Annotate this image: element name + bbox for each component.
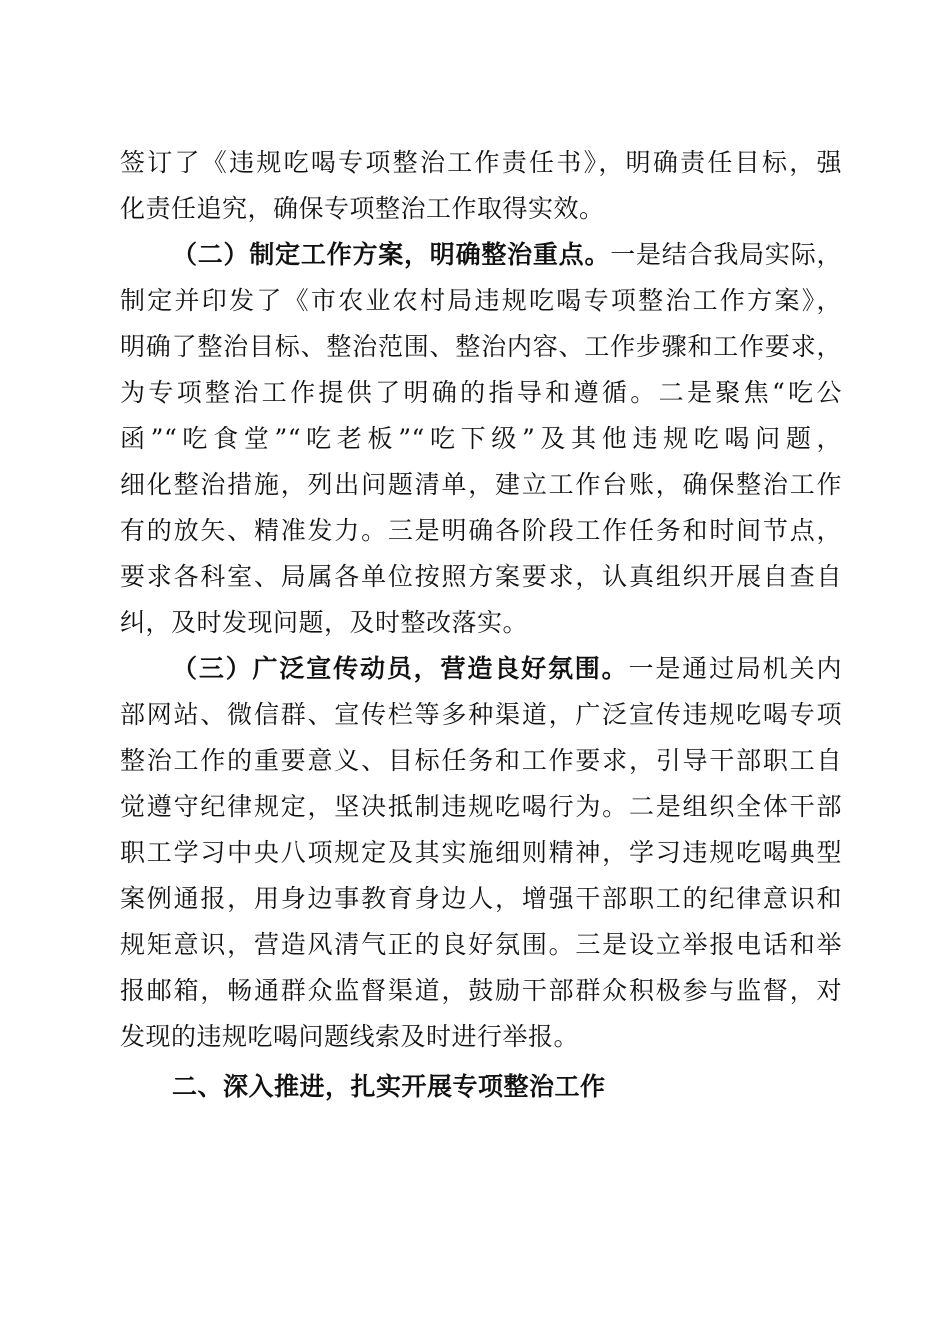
paragraph-text: 一是结合我局实际， bbox=[610, 240, 842, 269]
paragraph-line: 发现的违规吃喝问题线索及时进行举报。 bbox=[120, 1022, 580, 1051]
paragraph-line: 制定并印发了《市农业农村局违规吃喝专项整治工作方案》， bbox=[120, 286, 842, 315]
paragraph-line: 觉遵守纪律规定，坚决抵制违规吃喝行为。二是组织全体干部 bbox=[120, 792, 842, 821]
subheading-publicity: （三）广泛宣传动员，营造良好氛围。 bbox=[172, 654, 629, 683]
subheading-work-plan: （二）制定工作方案，明确整治重点。 bbox=[172, 240, 611, 269]
paragraph-work-plan bbox=[120, 232, 842, 646]
paragraph-responsibility bbox=[120, 140, 842, 232]
paragraph-line: 函”“吃食堂”“吃老板”“吃下级”及其他违规吃喝问题， bbox=[120, 424, 842, 453]
paragraph-line: 有的放矢、精准发力。三是明确各阶段工作任务和时间节点， bbox=[120, 516, 842, 545]
paragraph-line: 纠，及时发现问题，及时整改落实。 bbox=[120, 608, 529, 637]
document-body bbox=[120, 140, 842, 1110]
paragraph-line: 签订了《违规吃喝专项整治工作责任书》，明确责任目标，强 bbox=[120, 148, 842, 177]
paragraph-line: 为专项整治工作提供了明确的指导和遵循。二是聚焦“吃公 bbox=[120, 378, 842, 407]
paragraph-line: 案例通报，用身边事教育身边人，增强干部职工的纪律意识和 bbox=[120, 884, 842, 913]
paragraph-first-line bbox=[120, 232, 842, 278]
paragraph-line: 要求各科室、局属各单位按照方案要求，认真组织开展自查自 bbox=[120, 562, 842, 591]
paragraph-line: 报邮箱，畅通群众监督渠道，鼓励干部群众积极参与监督，对 bbox=[120, 976, 842, 1005]
paragraph-first-line bbox=[120, 646, 842, 692]
paragraph-line: 细化整治措施，列出问题清单，建立工作台账，确保整治工作 bbox=[120, 470, 842, 499]
section-heading: 二、深入推进，扎实开展专项整治工作 bbox=[172, 1072, 606, 1101]
paragraph-line: 规矩意识，营造风清气正的良好氛围。三是设立举报电话和举 bbox=[120, 930, 842, 959]
paragraph-line: 部网站、微信群、宣传栏等多种渠道，广泛宣传违规吃喝专项 bbox=[120, 700, 842, 729]
paragraph-line: 化责任追究，确保专项整治工作取得实效。 bbox=[120, 194, 605, 223]
paragraph-text: 一是通过局机关内 bbox=[628, 654, 842, 683]
paragraph-line: 明确了整治目标、整治范围、整治内容、工作步骤和工作要求， bbox=[120, 332, 842, 361]
paragraph-publicity bbox=[120, 646, 842, 1060]
paragraph-line: 职工学习中央八项规定及其实施细则精神，学习违规吃喝典型 bbox=[120, 838, 842, 867]
paragraph-line: 整治工作的重要意义、目标任务和工作要求，引导干部职工自 bbox=[120, 746, 842, 775]
